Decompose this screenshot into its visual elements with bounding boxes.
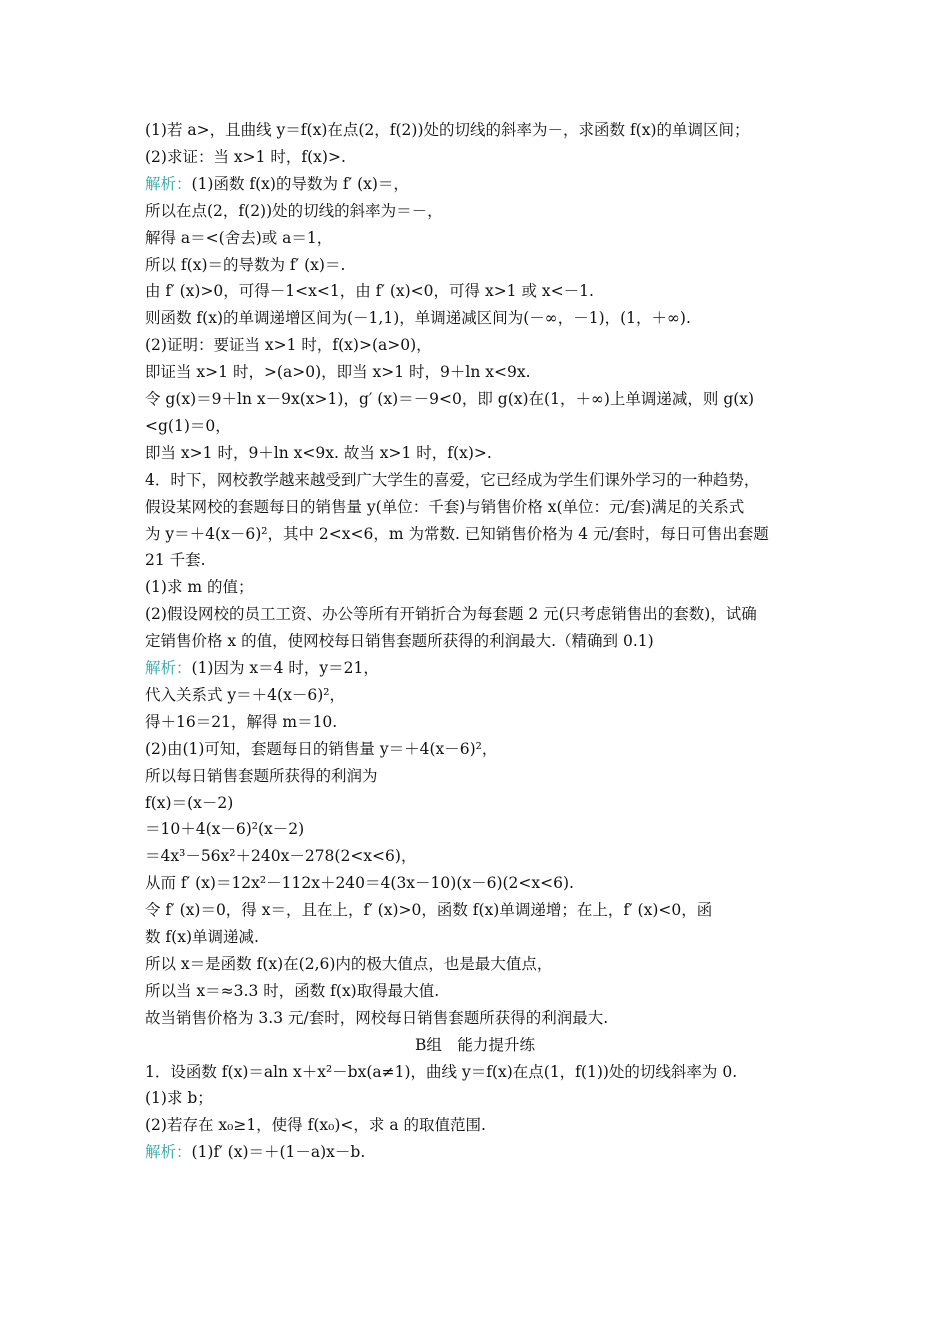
line-text: (2)假设网校的员工工资、办公等所有开销折合为每套题 2 元(只考虑销售出的套数)，试确: [145, 605, 757, 624]
line-text: <g(1)＝0，: [145, 416, 231, 435]
line-text: 故当销售价格为 3.3 元/套时，网校每日销售套题所获得的利润最大.: [145, 1008, 609, 1027]
line-text: ＝4x³－56x²＋240x－278(2<x<6)，: [145, 847, 417, 866]
text-line: [145, 604, 890, 624]
line-text: 为 y＝＋4(x－6)²，其中 2<x<6，m 为常数. 已知销售价格为 4 元/套时，每日可售出套题: [145, 524, 769, 543]
text-line: [145, 685, 890, 705]
line-text: 所以当 x＝≈3.3 时，函数 f(x)取得最大值.: [145, 981, 440, 1000]
analysis-label: 解析：: [145, 174, 192, 193]
line-text: 假设某网校的套题每日的销售量 y(单位：千套)与销售价格 x(单位：元/套)满足的关系式: [145, 497, 745, 516]
line-text: 则函数 f(x)的单调递增区间为(－1,1)，单调递减区间为(－∞，－1)，(1，＋∞).: [145, 309, 691, 328]
text-line: [145, 577, 890, 597]
line-text: 所以在点(2，f(2))处的切线的斜率为＝－，: [145, 201, 443, 220]
line-text: 令 f′ (x)＝0，得 x＝，且在上，f′ (x)>0，函数 f(x)单调递增；在上，f′ (x)<0，函: [145, 901, 713, 920]
text-line: [145, 335, 890, 355]
line-text: f(x)＝(x－2): [145, 793, 234, 812]
line-text: (2)由(1)可知，套题每日的销售量 y＝＋4(x－6)²，: [145, 739, 498, 758]
line-text: (1)函数 f(x)的导数为 f′ (x)＝，: [191, 174, 409, 193]
line-text: (1)若 a>，且曲线 y＝f(x)在点(2，f(2))处的切线的斜率为－，求函数 f(x)的单调区间；: [145, 121, 750, 139]
text-line: [145, 873, 890, 893]
line-text: 所以 x＝是函数 f(x)在(2,6)内的极大值点，也是最大值点，: [145, 954, 553, 973]
text-line: [145, 1008, 890, 1028]
text-line: [145, 389, 890, 409]
line-text: 代入关系式 y＝＋4(x－6)²，: [145, 685, 345, 704]
line-text: 得＋16＝21，解得 m＝10.: [145, 712, 338, 731]
text-line: [145, 954, 890, 974]
line-text: B组 能力提升练: [415, 1035, 535, 1054]
text-line: [145, 766, 890, 786]
text-line: [145, 201, 890, 221]
text-line: [145, 255, 890, 275]
text-line: [145, 524, 890, 544]
line-text: ＝10＋4(x－6)²(x－2): [145, 820, 305, 839]
text-line: [145, 308, 890, 328]
text-line: [145, 416, 890, 436]
text-line: [145, 1062, 890, 1082]
analysis-label: 解析：: [145, 1143, 192, 1162]
text-line: [145, 228, 890, 248]
line-text: (2)求证：当 x>1 时，f(x)>.: [145, 147, 346, 166]
line-text: (1)求 b；: [145, 1089, 213, 1108]
text-line: [145, 147, 890, 167]
section-heading: [0, 1035, 950, 1055]
line-text: 令 g(x)＝9＋ln x－9x(x>1)，g′ (x)＝－9<0，即 g(x)在(1，＋∞)上单调递减，则 g(x): [145, 390, 755, 408]
line-text: 21 千套.: [145, 551, 206, 570]
line-text: (2)若存在 x₀≥1，使得 f(x₀)<，求 a 的取值范围.: [145, 1116, 486, 1135]
line-text: 由 f′ (x)>0，可得－1<x<1，由 f′ (x)<0，可得 x>1 或 x<－1.: [145, 282, 594, 301]
line-text: 数 f(x)单调递减.: [145, 928, 259, 946]
text-line: [145, 712, 890, 732]
text-line: [145, 819, 890, 839]
line-text: (1)求 m 的值；: [145, 578, 254, 597]
line-text: 即证当 x>1 时，>(a>0)，即当 x>1 时，9＋ln x<9x.: [145, 363, 531, 382]
text-line: [145, 497, 890, 517]
line-text: 1．设函数 f(x)＝aln x＋x²－bx(a≠1)，曲线 y＝f(x)在点(1，f(1))处的切线斜率为 0.: [145, 1062, 738, 1081]
text-line: [145, 739, 890, 759]
text-line: [145, 362, 890, 382]
text-line: [145, 120, 890, 140]
text-line: [145, 981, 890, 1001]
text-line: [145, 443, 890, 463]
line-text: 从而 f′ (x)＝12x²－112x＋240＝4(3x－10)(x－6)(2<x<6).: [145, 874, 574, 893]
line-text: 4．时下，网校教学越来越受到广大学生的喜爱，它已经成为学生们课外学习的一种趋势，: [145, 470, 760, 489]
text-line: [145, 1115, 890, 1135]
text-line: [145, 793, 890, 813]
line-text: (2)证明：要证当 x>1 时，f(x)>(a>0)，: [145, 336, 432, 355]
line-text: 定销售价格 x 的值，使网校每日销售套题所获得的利润最大.（精确到 0.1): [145, 632, 654, 651]
text-line: [145, 846, 890, 866]
text-line: [145, 631, 890, 651]
text-line: [145, 174, 890, 194]
text-line: [145, 927, 890, 947]
text-line: [145, 281, 890, 301]
line-text: 所以 f(x)＝的导数为 f′ (x)＝.: [145, 255, 346, 274]
line-text: 解得 a＝<(舍去)或 a＝1，: [145, 228, 333, 247]
text-line: [145, 470, 890, 490]
text-line: [145, 1088, 890, 1108]
text-line: [145, 658, 890, 678]
text-line: [145, 550, 890, 570]
text-line: [145, 1142, 890, 1162]
line-text: (1)f′ (x)＝＋(1－a)x－b.: [191, 1143, 366, 1162]
line-text: 即当 x>1 时，9＋ln x<9x. 故当 x>1 时，f(x)>.: [145, 443, 492, 462]
line-text: 所以每日销售套题所获得的利润为: [145, 766, 378, 785]
text-line: [145, 900, 890, 920]
analysis-label: 解析：: [145, 659, 192, 677]
line-text: (1)因为 x＝4 时，y＝21，: [191, 659, 379, 677]
